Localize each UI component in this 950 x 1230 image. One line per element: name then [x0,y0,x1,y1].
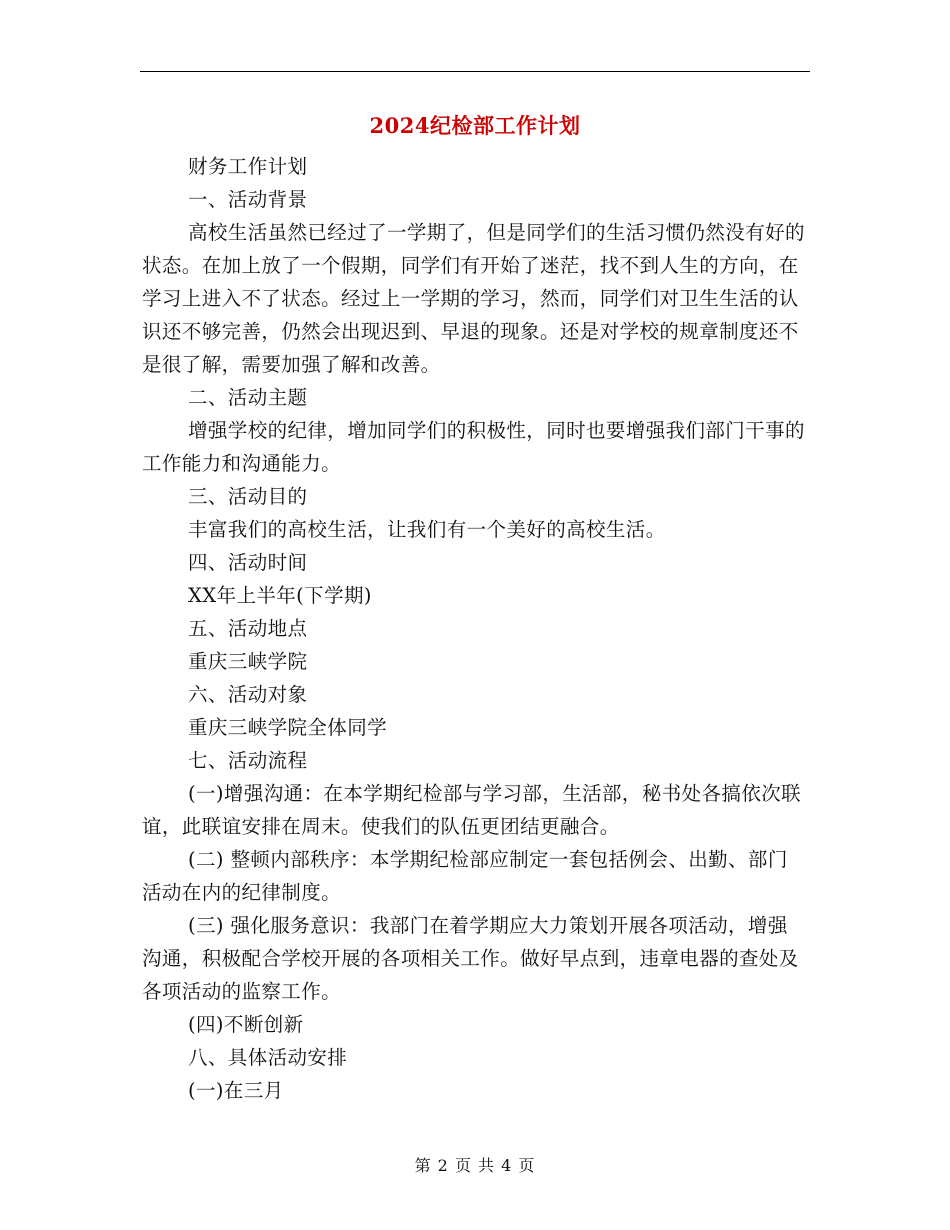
section-heading: 四、活动时间 [188,551,308,574]
paragraph: (三) 强化服务意识：我部门在着学期应大力策划开展各项活动，增强沟通，积极配合学校开展的各项相关工作。做好早点到，违章电器的查处及各项活动的监察工作。 [142,914,799,1003]
paragraph: (二) 整顿内部秩序：本学期纪检部应制定一套包括例会、出勤、部门活动在内的纪律制度。 [142,848,788,904]
paragraph: 高校生活虽然已经过了一学期了，但是同学们的生活习惯仍然没有好的状态。在加上放了一个假期，同学们有开始了迷茫，找不到人生的方向，在学习上进入不了状态。经过上一学期的学习，然而，同学们对卫生生活的认识还不够完善，仍然会出现迟到、早退的现象。还是对学校的规章制度还不是很了解，需要加强了解和改善。 [142,221,805,376]
paragraph: 重庆三峡学院全体同学 [188,716,388,739]
document-title: 2024纪检部工作计划 [369,113,581,138]
paragraph: (四)不断创新 [188,1013,304,1036]
paragraph: (一)增强沟通：在本学期纪检部与学习部，生活部，秘书处各搞依次联谊，此联谊安排在周末。使我们的队伍更团结更融合。 [142,782,802,838]
section-heading: 二、活动主题 [188,386,308,409]
paragraph: 增强学校的纪律，增加同学们的积极性，同时也要增强我们部门干事的工作能力和沟通能力。 [142,419,805,475]
section-heading: 七、活动流程 [188,749,308,772]
paragraph: XX年上半年(下学期) [188,584,372,607]
section-heading: 八、具体活动安排 [188,1046,348,1069]
section-heading: 六、活动对象 [188,683,308,706]
header-rule [140,71,810,72]
section-heading: 一、活动背景 [188,188,308,211]
paragraph: 财务工作计划 [188,155,308,178]
paragraph: 重庆三峡学院 [188,650,308,673]
document-body [142,150,807,1107]
paragraph: (一)在三月 [188,1079,284,1102]
section-heading: 五、活动地点 [188,617,308,640]
paragraph: 丰富我们的高校生活，让我们有一个美好的高校生活。 [188,518,666,541]
page-number-footer: 第 2 页 共 4 页 [414,1156,536,1175]
section-heading: 三、活动目的 [188,485,308,508]
